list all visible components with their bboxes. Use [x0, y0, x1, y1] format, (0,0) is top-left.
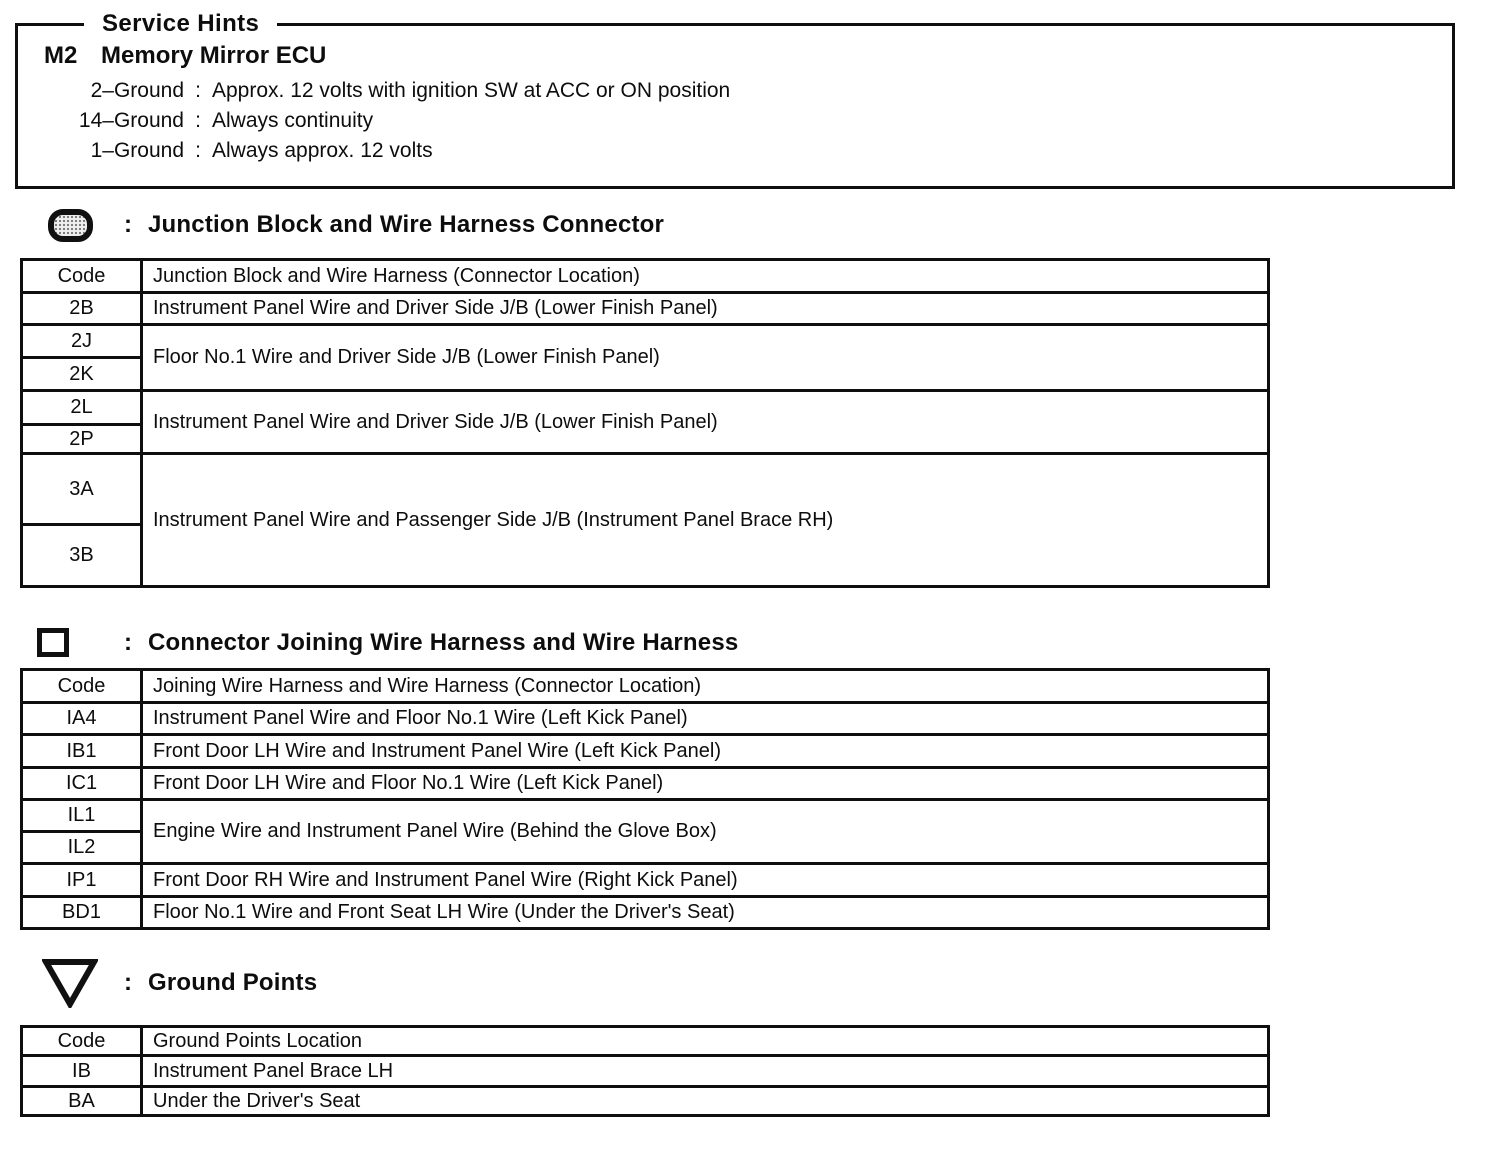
table-row: [22, 897, 1269, 929]
component-name: Memory Mirror ECU: [101, 42, 327, 69]
location-cell: Instrument Panel Wire and Passenger Side J/B (Instrument Panel Brace RH): [142, 454, 1269, 587]
code-cell: BD1: [22, 897, 142, 929]
code-cell: IC1: [22, 768, 142, 800]
hint-pins: 14–Ground: [78, 109, 184, 132]
table-row: [22, 703, 1269, 735]
hint-condition: Approx. 12 volts with ignition SW at ACC or ON position: [212, 79, 731, 102]
code-cell: 3B: [22, 525, 142, 587]
table-row: [22, 454, 1269, 525]
hint-condition: Always continuity: [212, 109, 374, 132]
code-cell: 2K: [22, 358, 142, 391]
junction-block-connector-icon: [48, 209, 93, 242]
table-row: [22, 800, 1269, 832]
code-cell: IL2: [22, 832, 142, 864]
table-row: [22, 735, 1269, 768]
service-hints-box: [15, 10, 1455, 189]
hint-separator: :: [195, 79, 201, 102]
code-cell: 2L: [22, 391, 142, 425]
location-cell: Instrument Panel Wire and Driver Side J/B (Lower Finish Panel): [142, 391, 1269, 454]
junction-table: [20, 258, 1270, 588]
table-row: [22, 1056, 1269, 1087]
location-header-cell: Joining Wire Harness and Wire Harness (Connector Location): [142, 670, 1269, 703]
hint-condition: Always approx. 12 volts: [212, 139, 433, 162]
section-title-junction: Junction Block and Wire Harness Connector: [148, 211, 665, 238]
hint-pins: 2–Ground: [90, 79, 184, 102]
section-separator: :: [124, 211, 132, 238]
section-head-joining: [0, 621, 1000, 665]
hint-separator: :: [195, 139, 201, 162]
code-header-cell: Code: [22, 670, 142, 703]
code-cell: 2B: [22, 293, 142, 325]
section-head-ground: [0, 955, 1000, 1011]
ground-points-icon: [42, 958, 98, 1013]
code-cell: IB1: [22, 735, 142, 768]
table-row: [22, 864, 1269, 897]
wire-to-wire-connector-icon: [37, 628, 69, 657]
table-row: [22, 325, 1269, 358]
code-cell: IA4: [22, 703, 142, 735]
code-cell: 3A: [22, 454, 142, 525]
code-cell: IP1: [22, 864, 142, 897]
code-cell: BA: [22, 1087, 142, 1116]
section-title-joining: Connector Joining Wire Harness and Wire Harness: [148, 629, 739, 656]
location-cell: Front Door RH Wire and Instrument Panel Wire (Right Kick Panel): [142, 864, 1269, 897]
joining-table: [20, 668, 1270, 930]
section-separator: :: [124, 629, 132, 656]
hint-row: [42, 106, 1436, 136]
component-heading: [44, 42, 326, 70]
table-row: [22, 768, 1269, 800]
service-hints-title: Service Hints: [84, 8, 277, 40]
location-cell: Front Door LH Wire and Floor No.1 Wire (Left Kick Panel): [142, 768, 1269, 800]
table-header-row: [22, 1027, 1269, 1056]
location-cell: Instrument Panel Wire and Driver Side J/B (Lower Finish Panel): [142, 293, 1269, 325]
location-cell: Front Door LH Wire and Instrument Panel Wire (Left Kick Panel): [142, 735, 1269, 768]
location-cell: Instrument Panel Wire and Floor No.1 Wire (Left Kick Panel): [142, 703, 1269, 735]
location-cell: Under the Driver's Seat: [142, 1087, 1269, 1116]
hint-row: [42, 136, 1436, 166]
section-head-junction: [0, 203, 1000, 247]
code-cell: IL1: [22, 800, 142, 832]
section-separator: :: [124, 969, 132, 996]
section-title-ground: Ground Points: [148, 969, 318, 996]
component-id: M2: [44, 42, 78, 69]
code-cell: 2J: [22, 325, 142, 358]
table-row: [22, 391, 1269, 425]
location-header-cell: Junction Block and Wire Harness (Connector Location): [142, 260, 1269, 293]
code-cell: IB: [22, 1056, 142, 1087]
ground-table: [20, 1025, 1270, 1117]
hint-separator: :: [195, 109, 201, 132]
code-header-cell: Code: [22, 1027, 142, 1056]
location-cell: Floor No.1 Wire and Front Seat LH Wire (Under the Driver's Seat): [142, 897, 1269, 929]
hint-pins: 1–Ground: [90, 139, 184, 162]
table-row: [22, 293, 1269, 325]
hint-row: [42, 76, 1436, 106]
table-row: [22, 1087, 1269, 1116]
location-cell: Instrument Panel Brace LH: [142, 1056, 1269, 1087]
hints-list: [42, 76, 1436, 166]
code-header-cell: Code: [22, 260, 142, 293]
location-header-cell: Ground Points Location: [142, 1027, 1269, 1056]
location-cell: Engine Wire and Instrument Panel Wire (Behind the Glove Box): [142, 800, 1269, 864]
table-header-row: [22, 670, 1269, 703]
code-cell: 2P: [22, 425, 142, 454]
location-cell: Floor No.1 Wire and Driver Side J/B (Lower Finish Panel): [142, 325, 1269, 391]
table-header-row: [22, 260, 1269, 293]
